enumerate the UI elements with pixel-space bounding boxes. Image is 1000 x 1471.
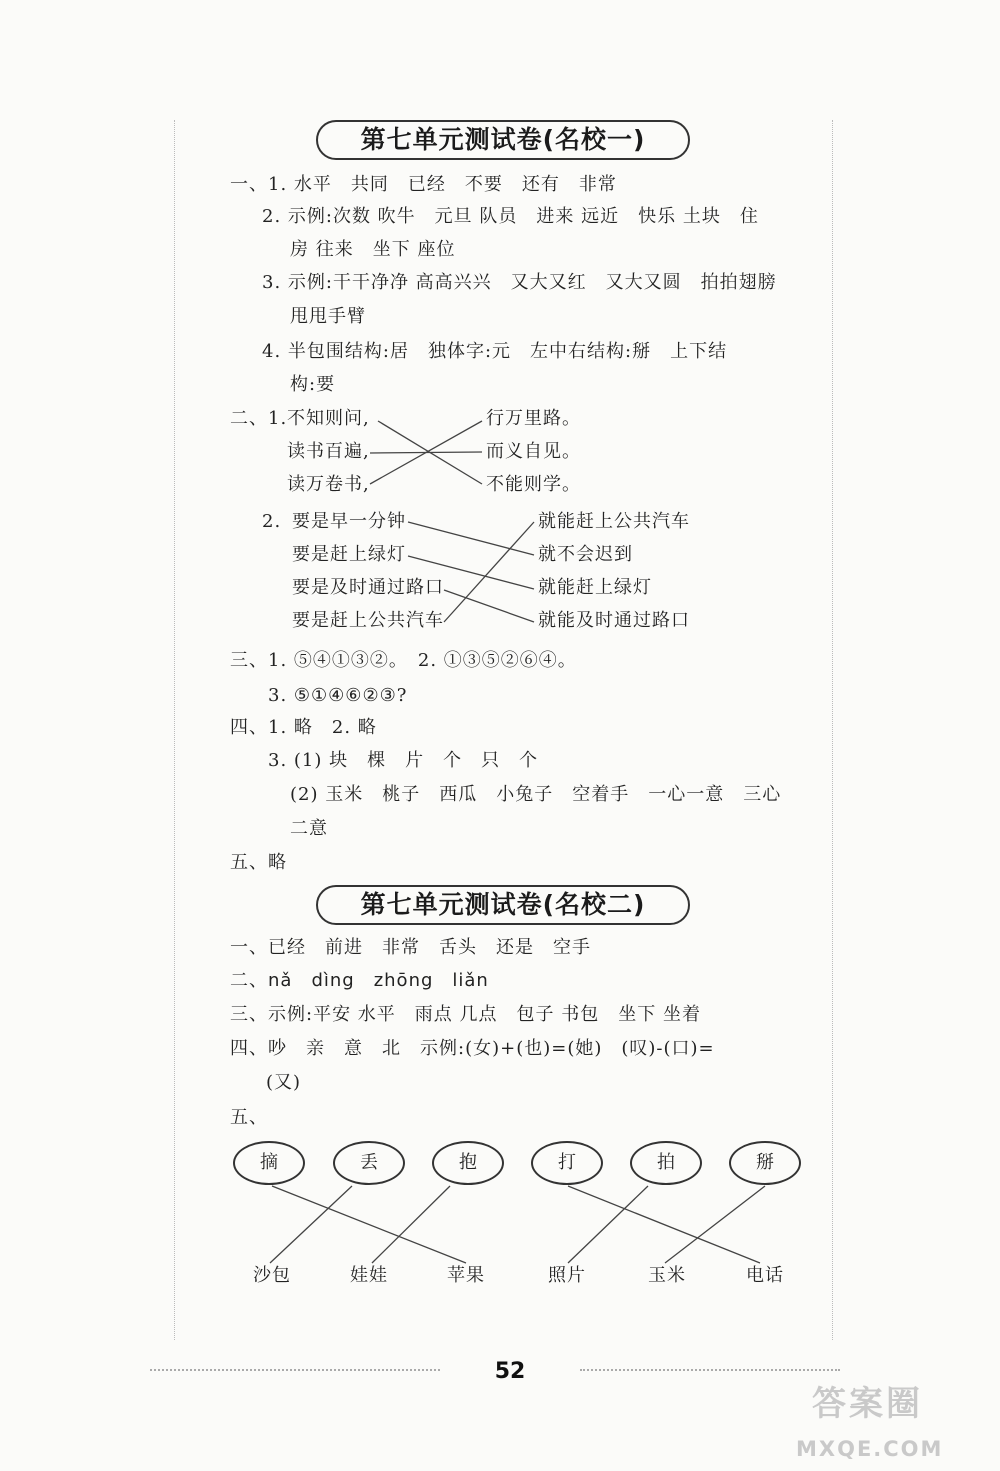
- match1-left-3: 读万卷书,: [287, 474, 370, 495]
- s1-line-4: 3. 示例:干干净净 高高兴兴 又大又红 又大又圆 拍拍翅膀: [262, 272, 777, 293]
- match1-left-1: 不知则问,: [287, 408, 370, 429]
- s1-line-7: 构:要: [290, 374, 336, 395]
- noun-3: 苹果: [447, 1265, 485, 1286]
- noun-5: 玉米: [648, 1265, 686, 1286]
- s1-q4-line-4: 二意: [290, 818, 328, 839]
- match3-line-6: [665, 1186, 765, 1263]
- s1-line-6: 4. 半包围结构:居 独体字:元 左中右结构:掰 上下结: [262, 341, 728, 362]
- match2-left-2: 要是赶上绿灯: [292, 544, 406, 565]
- match3-line-2: [270, 1186, 352, 1263]
- s1-q5-line: 五、略: [230, 852, 287, 873]
- match3-line-4: [568, 1186, 760, 1263]
- match3-line-5: [568, 1186, 648, 1263]
- s1-line-1: 一、1. 水平 共同 已经 不要 还有 非常: [230, 174, 617, 195]
- match2-line-4: [444, 522, 534, 622]
- match2-line-3: [444, 590, 534, 622]
- match2-right-2: 就不会迟到: [538, 544, 633, 565]
- match1-right-1: 行万里路。: [486, 408, 581, 429]
- s2-line-1: 一、已经 前进 非常 舌头 还是 空手: [230, 937, 591, 958]
- match1-left-2: 读书百遍,: [287, 441, 370, 462]
- s1-line-3: 房 往来 坐下 座位: [290, 239, 456, 260]
- s2-line-2: 二、nǎ dìng zhōng liǎn: [230, 970, 489, 991]
- match2-left-3: 要是及时通过路口: [292, 577, 444, 598]
- noun-1: 沙包: [253, 1265, 291, 1286]
- match3-line-1: [272, 1186, 466, 1263]
- oval-verb-3: 抱: [432, 1141, 504, 1185]
- s1-q4-line-1: 四、1. 略 2. 略: [230, 717, 377, 738]
- oval-verb-4: 打: [531, 1141, 603, 1185]
- q2-label: 二、1.: [230, 408, 288, 429]
- oval-verb-5: 拍: [630, 1141, 702, 1185]
- footer-dots-left: [150, 1369, 440, 1371]
- match2-line-2: [408, 556, 534, 589]
- section2-title: 第七单元测试卷(名校二): [316, 885, 690, 925]
- match2-left-1: 要是早一分钟: [292, 511, 406, 532]
- match2-left-4: 要是赶上公共汽车: [292, 610, 444, 631]
- oval-verb-6: 掰: [729, 1141, 801, 1185]
- oval-verb-2: 丢: [333, 1141, 405, 1185]
- s2-line-3: 三、示例:平安 水平 雨点 几点 包子 书包 坐下 坐着: [230, 1004, 701, 1025]
- oval-verb-1: 摘: [233, 1141, 305, 1185]
- section1-title: 第七单元测试卷(名校一): [316, 120, 690, 160]
- watermark-url: MXQE.COM: [796, 1437, 944, 1461]
- s1-line-2: 2. 示例:次数 吹牛 元旦 队员 进来 远近 快乐 土块 住: [262, 206, 759, 227]
- noun-6: 电话: [746, 1265, 784, 1286]
- s2-line-4: 四、吵 亲 意 北 示例:(女)+(也)=(她) (叹)-(口)=: [230, 1038, 715, 1059]
- s1-q3-line-2: 3. ⑤①④⑥②③?: [268, 685, 408, 706]
- noun-4: 照片: [548, 1265, 586, 1286]
- match1-right-2: 而义自见。: [486, 441, 581, 462]
- s2-line-6: 五、: [230, 1107, 268, 1128]
- watermark-logo: 答案圈: [812, 1384, 923, 1424]
- match1-right-3: 不能则学。: [486, 474, 581, 495]
- s1-q3-line-1: 三、1. ⑤④①③②。 2. ①③⑤②⑥④。: [230, 650, 577, 671]
- s1-line-5: 甩甩手臂: [290, 306, 366, 327]
- match2-right-1: 就能赶上公共汽车: [538, 511, 690, 532]
- s1-q4-line-3: (2) 玉米 桃子 西瓜 小兔子 空着手 一心一意 三心: [290, 784, 782, 805]
- q2-2-label: 2.: [262, 511, 282, 532]
- noun-2: 娃娃: [350, 1265, 388, 1286]
- footer-dots-right: [580, 1369, 840, 1371]
- s2-line-5: (又): [266, 1072, 302, 1093]
- match2-right-3: 就能赶上绿灯: [538, 577, 652, 598]
- page-number: 52: [494, 1359, 526, 1384]
- match2-line-1: [408, 522, 534, 555]
- s1-q4-line-2: 3. (1) 块 棵 片 个 只 个: [268, 750, 539, 771]
- match2-right-4: 就能及时通过路口: [538, 610, 690, 631]
